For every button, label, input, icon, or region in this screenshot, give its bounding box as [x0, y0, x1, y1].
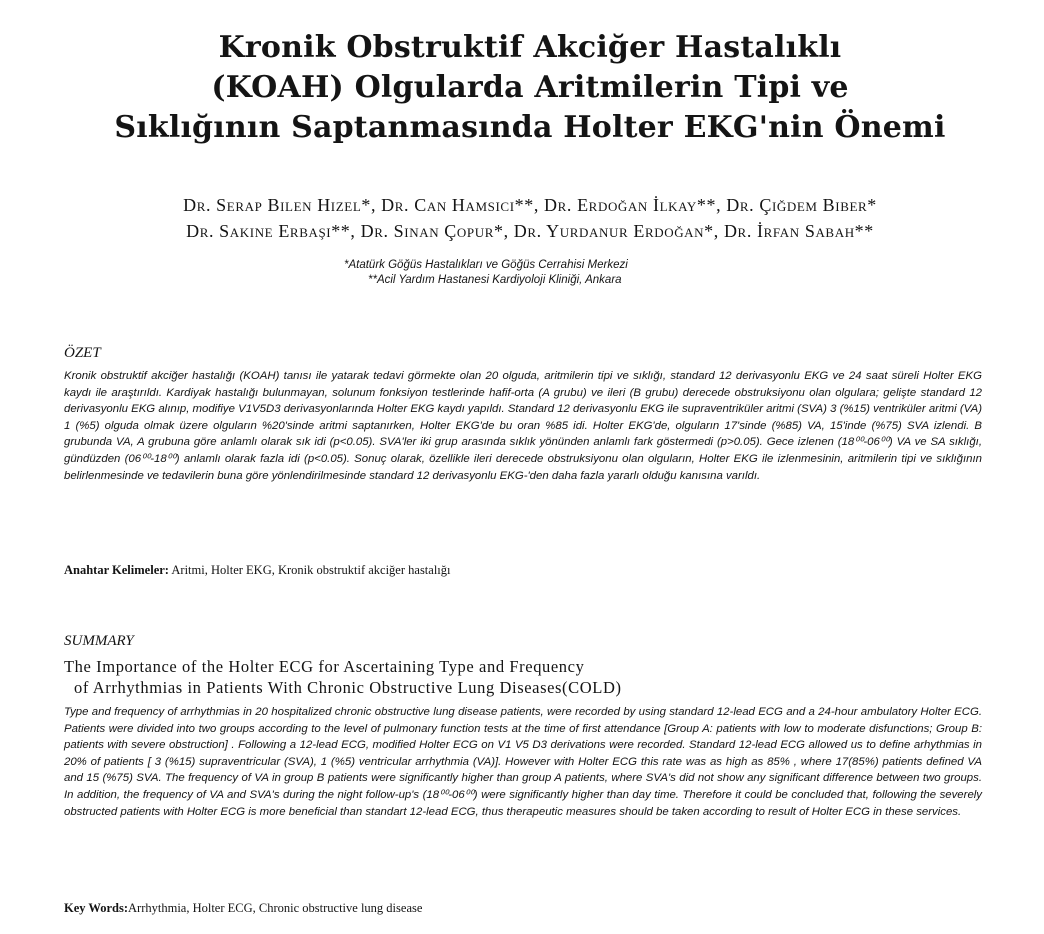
summary-keywords-label: Key Words: — [64, 901, 129, 915]
ozet-text: Kronik obstruktif akciğer hastalığı (KOAH) tanısı ile yatarak tedavi görmekte olan 20 olguda, aritmilerin tipi ve sıklığı, standard 12 derivasyonlu EKG ve 24 saat süreli Holter EKG kaydı ile araştırıldı. Kardiyak hastalığı bulunmayan, solunum fonksiyon testlerinde hafif-orta (A grubu) ve ileri (B grubu) derecede obstruksiyonu olan olgulara; gelişte standard 12 derivasyonlu EKG alınıp, modifiye V1V5D3 derivasyonlarında Holter EKG kaydı yapıldı. Standard 12 derivasyonlu EKG ile supraventriküler aritmi (SVA) 3 (%15) ventriküler aritmi (VA) 1 (%5) olguda olmak üzere olguların %20'sinde aritmi saptanırken, Holter EKG'de bu oran %85 idi. Holter EKG'de, olguların 17'sinde (%85) VA, 15'inde (%75) SVA izlendi. B grubunda VA, A grubuna göre anlamlı olarak sık idi (p<0.05). SVA'ler iki grup arasında sıklık yönünden anlamlı fark göstermedi (p>0.05). Gece izlenen (18⁰⁰-06⁰⁰) VA ve SA sıklığı, gündüzden (06⁰⁰-18⁰⁰) anlamlı olarak fazla idi (p<0.05). Sonuç olarak, özellikle ileri derecede obstruksiyonu olan olguların, Holter EKG ile izlenmesinin, aritmilerin tipi ve sıklığının belirlenmesinde ve tedavilerin buna göre yönlendirilmesinde standard 12 derivasyonlu EKG-'den daha fazla yararlı olduğu kanısına varıldı. — [64, 370, 982, 482]
author-line: Dr. Sakine Erbaşı**, Dr. Sinan Çopur*, Dr. Yurdanur Erdoğan*, Dr. İrfan Sabah** — [186, 221, 874, 241]
ozet-keywords-label: Anahtar Kelimeler: — [64, 563, 169, 577]
affiliations — [300, 258, 760, 288]
ozet-heading: ÖZET — [64, 345, 101, 361]
summary-keywords-value: Arrhythmia, Holter ECG, Chronic obstructive lung disease — [128, 901, 423, 915]
title-line: (KOAH) Olgularda Aritmilerin Tipi ve — [211, 70, 849, 105]
affiliation-line: *Atatürk Göğüs Hastalıkları ve Göğüs Cerrahisi Merkezi — [344, 259, 628, 271]
affiliation-line: **Acil Yardım Hastanesi Kardiyoloji Kliniği, Ankara — [368, 274, 622, 286]
author-list — [60, 192, 1000, 244]
summary-text: Type and frequency of arrhythmias in 20 hospitalized chronic obstructive lung disease patients, were recorded by using standard 12-lead ECG and a 24-hour ambulatory Holter ECG. Patients were divided into two groups according to the level of pulmonary function tests at the time of first attendance [Group A: patients with low to moderate disfunctions; Group B: patients with severe obstruction] . Following a 12-lead ECG, modified Holter ECG on V1 V5 D3 derivations were recorded. Standard 12-lead ECG allowed us to define arhythmias in 20% of patients [ 3 (%15) supraventricular (SVA), 1 (%5) ventricular arrhythmia (VA)]. However with Holter ECG this rate was as high as 85% , where 17(85%) patients defined VA and 15 (%75) SVA. The frequency of VA in group B patients were significantly higher than group A patients, where SVA's did not show any significant difference between two groups. In addition, the frequency of VA and SVA's during the night follow-up's (18⁰⁰-06⁰⁰) were significantly higher than day time. Therefore it could be concluded that, following the severely obstructed patients with Holter ECG is more beneficial than standart 12-lead ECG, thus therapeutic measures should be taken according to result of Holter ECG in these services. — [64, 706, 982, 818]
summary-keywords — [64, 901, 422, 916]
author-line: Dr. Serap Bilen Hizel*, Dr. Can Hamsici**, Dr. Erdoğan İlkay**, Dr. Çiğdem Biber* — [183, 195, 877, 215]
ozet-keywords-value: Aritmi, Holter EKG, Kronik obstruktif akciğer hastalığı — [168, 563, 451, 577]
summary-title-line: of Arrhythmias in Patients With Chronic Obstructive Lung Diseases(COLD) — [74, 678, 622, 697]
article-title — [80, 28, 980, 148]
summary-title — [64, 656, 784, 698]
summary-heading: SUMMARY — [64, 633, 134, 649]
summary-title-line: The Importance of the Holter ECG for Ascertaining Type and Frequency — [64, 657, 585, 676]
title-line: Kronik Obstruktif Akciğer Hastalıklı — [218, 30, 842, 65]
title-line: Sıklığının Saptanmasında Holter EKG'nin Önemi — [114, 110, 946, 145]
ozet-keywords — [64, 563, 451, 578]
